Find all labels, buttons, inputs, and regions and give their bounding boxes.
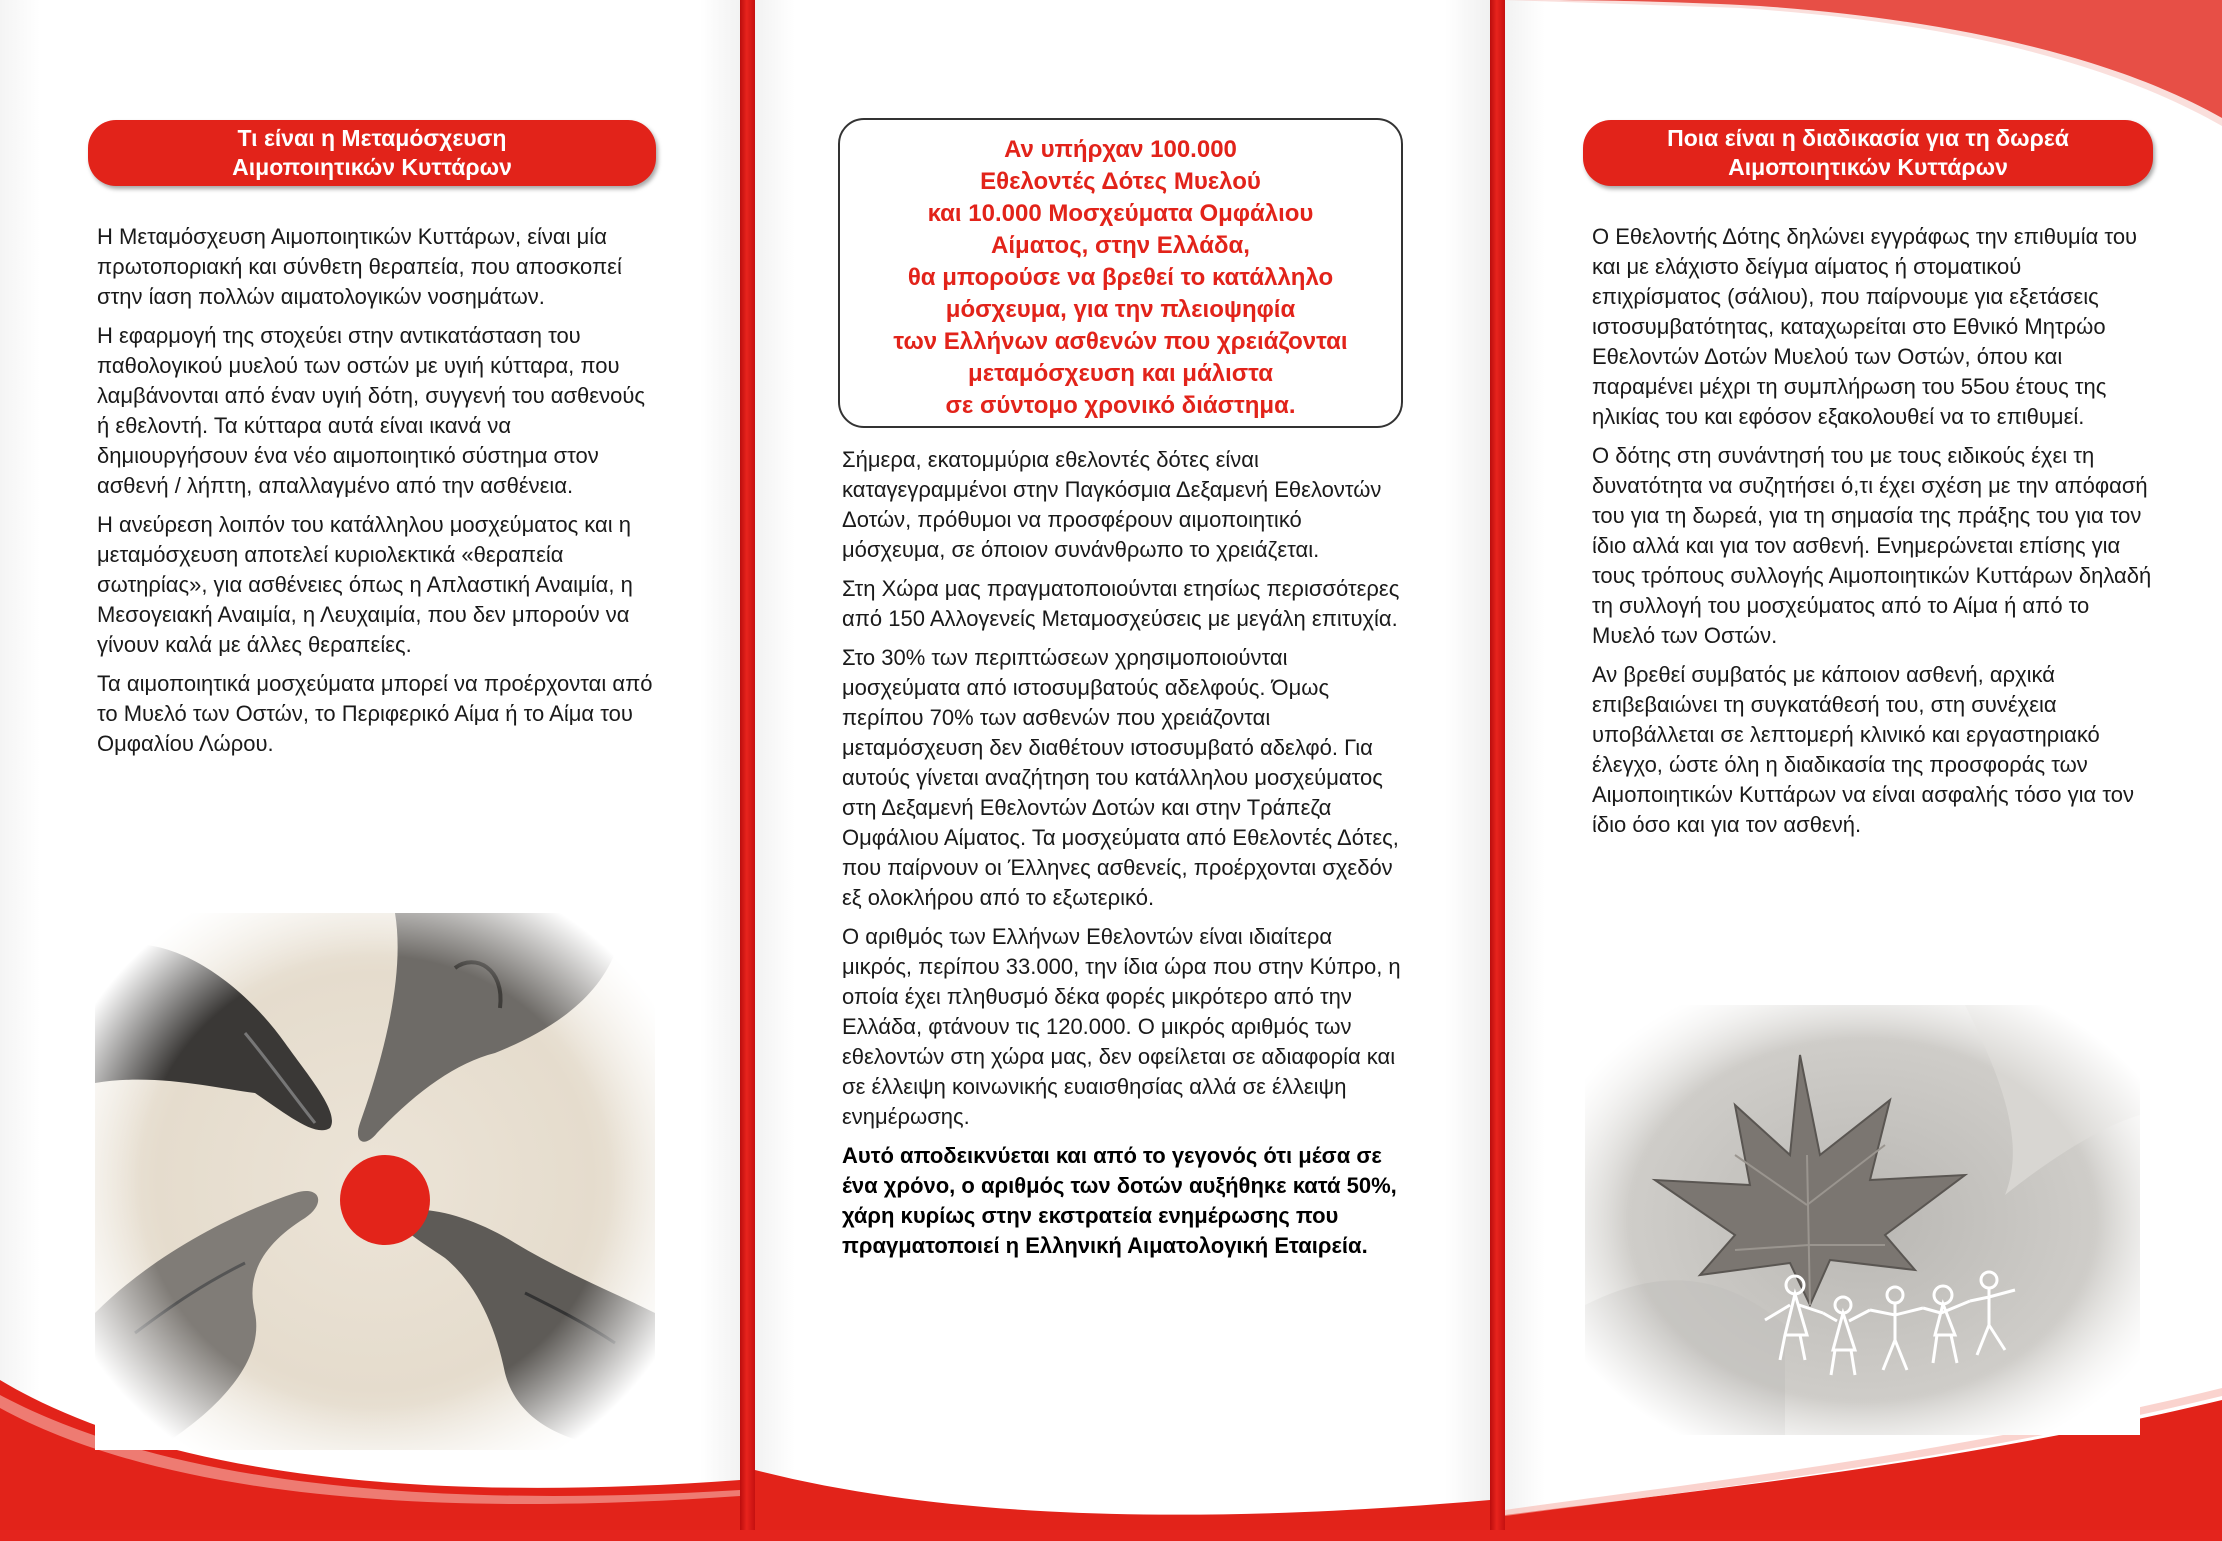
paragraph: Στη Χώρα μας πραγματοποιούνται ετησίως περισσότερες από 150 Αλλογενείς Μεταμοσχεύσεις με μεγάλη επιτυχία. — [842, 576, 1400, 631]
callout-line: μόσχευμα, για την πλειοψηφία — [945, 296, 1296, 323]
bottom-red-strip — [0, 1530, 2222, 1541]
paragraph: Ο δότης στη συνάντησή του με τους ειδικούς έχει τη δυνατότητα να συζητήσει ό,τι έχει σχέση με την απόφασή του για τη δωρεά, για τη σημασία της πράξης του για τον ίδιο αλλά και για τον ασθενή. Ενημερώνεται επίσης για τους τρόπους συλλογής Αιμοποιητικών Κυττάρων δηλαδή τη συλλογή του μοσχεύματος από το Αίμα ή από το Μυελό των Οστών. — [1592, 443, 2152, 648]
leaf-children-photo — [1585, 1005, 2140, 1435]
heading-donation-procedure — [1583, 120, 2153, 186]
panel2-body — [842, 445, 1402, 1270]
paragraph: Ο αριθμός των Ελλήνων Εθελοντών είναι ιδιαίτερα μικρός, περίπου 33.000, την ίδια ώρα που στην Κύπρο, η οποία έχει πληθυσμό δέκα φορές μικρότερο από την Ελλάδα, φτάνουν τις 120.000. Ο μικρός αριθμός των εθελοντών στη χώρα μας, δεν οφείλεται σε αδιαφορία και σε έλλειψη κοινωνικής ευαισθησίας αλλά σε έλλειψη ενημέρωσης. — [842, 924, 1401, 1129]
callout-line: Αίματος, στην Ελλάδα, — [991, 232, 1250, 259]
heading-line: Αιμοποιητικών Κυττάρων — [232, 154, 512, 180]
heading-line: Τι είναι η Μεταμόσχευση — [237, 125, 507, 151]
paragraph: Η ανεύρεση λοιπόν του κατάλληλου μοσχεύματος και η μεταμόσχευση αποτελεί κυριολεκτικά «θεραπεία σωτηρίας», για ασθένειες όπως η Απλαστική Αναιμία, η Μεσογειακή Αναιμία, η Λευχαιμία, που δεν μπορούν να γίνουν καλά με άλλες θεραπείες. — [97, 512, 633, 657]
fold-divider-left — [740, 0, 755, 1541]
paragraph: Ο Εθελοντής Δότης δηλώνει εγγράφως την επιθυμία του και με ελάχιστο δείγμα αίματος ή στοματικού επιχρίσματος (σάλιου), που παίρνουμε για εξετάσεις ιστοσυμβατότητας, καταχωρείται στο Εθνικό Μητρώο Εθελοντών Δοτών Μυελού των Οστών, όπου και παραμένει μέχρι τη συμπλήρωση του 55ου έτους της ηλικίας του και εφόσον εξακολουθεί να το επιθυμεί. — [1592, 224, 2138, 429]
callout-line: και 10.000 Μοσχεύματα Ομφάλιου — [927, 200, 1314, 227]
panel1-body — [97, 222, 657, 768]
paragraph: Η Μεταμόσχευση Αιμοποιητικών Κυττάρων, είναι μία πρωτοποριακή και σύνθετη θεραπεία, που αποσκοπεί στην ίαση πολλών αιματολογικών νοσημάτων. — [97, 224, 622, 309]
callout-box — [838, 118, 1403, 428]
paragraph: Σήμερα, εκατομμύρια εθελοντές δότες είναι καταγεγραμμένοι στην Παγκόσμια Δεξαμενή Εθελοντών Δοτών, πρόθυμοι να προσφέρουν αιμοποιητικό μόσχευμα, σε όποιον συνάνθρωπο το χρειάζεται. — [842, 447, 1382, 562]
heading-what-is-transplant — [88, 120, 656, 186]
paragraph: Τα αιμοποιητικά μοσχεύματα μπορεί να προέρχονται από το Μυελό των Οστών, το Περιφερικό Αίμα ή το Αίμα του Ομφαλίου Λώρου. — [97, 671, 653, 756]
bold-paragraph: Αυτό αποδεικνύεται και από το γεγονός ότι μέσα σε ένα χρόνο, ο αριθμός των δοτών αυξήθηκε κατά 50%, χάρη κυρίως στην εκστρατεία ενημέρωσης που πραγματοποιεί η Ελληνική Αιματολογική Εταιρεία. — [842, 1143, 1397, 1258]
callout-line: Εθελοντές Δότες Μυελού — [980, 168, 1261, 195]
callout-line: των Ελλήνων ασθενών που χρειάζονται — [893, 328, 1348, 355]
paragraph: Αν βρεθεί συμβατός με κάποιον ασθενή, αρχικά επιβεβαιώνει τη συγκατάθεσή του, στη συνέχεια υποβάλλεται σε λεπτομερή κλινικό και εργαστηριακό έλεγχο, ώστε όλη η διαδικασία της προσφοράς των Αιμοποιητικών Κυττάρων να είναι ασφαλής τόσο για τον ίδιο όσο και για τον ασθενή. — [1592, 662, 2134, 837]
heading-line: Αιμοποιητικών Κυττάρων — [1728, 154, 2008, 180]
callout-line: θα μπορούσε να βρεθεί το κατάλληλο — [907, 264, 1334, 291]
fold-divider-right — [1490, 0, 1505, 1541]
callout-line: Αν υπήρχαν 100.000 — [1004, 136, 1237, 163]
hands-illustration — [95, 913, 655, 1450]
paragraph: Στο 30% των περιπτώσεων χρησιμοποιούνται μοσχεύματα από ιστοσυμβατούς αδελφούς. Όμως περίπου 70% των ασθενών που χρειάζονται μεταμόσχευση δεν διαθέτουν ιστοσυμβατό αδελφό. Για αυτούς γίνεται αναζήτηση του κατάλληλου μοσχεύματος στη Δεξαμενή Εθελοντών Δοτών και στην Τράπεζα Ομφάλιου Αίματος. Τα μοσχεύματα από Εθελοντές Δότες, που παίρνουν οι Έλληνες ασθενείς, προέρχονται σχεδόν εξ ολοκλήρου από το εξωτερικό. — [842, 645, 1399, 910]
pointing-hands-photo — [95, 913, 655, 1450]
callout-line: μεταμόσχευση και μάλιστα — [968, 360, 1273, 387]
leaf-illustration — [1585, 1005, 2140, 1435]
heading-line: Ποια είναι η διαδικασία για τη δωρεά — [1667, 125, 2069, 151]
panel3-body — [1592, 222, 2152, 849]
paragraph: Η εφαρμογή της στοχεύει στην αντικατάσταση του παθολογικού μυελού των οστών με υγιή κύτταρα, που λαμβάνονται από έναν υγιή δότη, συγγενή του ασθενούς ή εθελοντή. Τα κύτταρα αυτά είναι ικανά να δημιουργήσουν ένα νέο αιμοποιητικό σύστημα στον ασθενή / λήπτη, απαλλαγμένο από την ασθένεια. — [97, 323, 645, 498]
callout-line: σε σύντομο χρονικό διάστημα. — [945, 392, 1296, 419]
